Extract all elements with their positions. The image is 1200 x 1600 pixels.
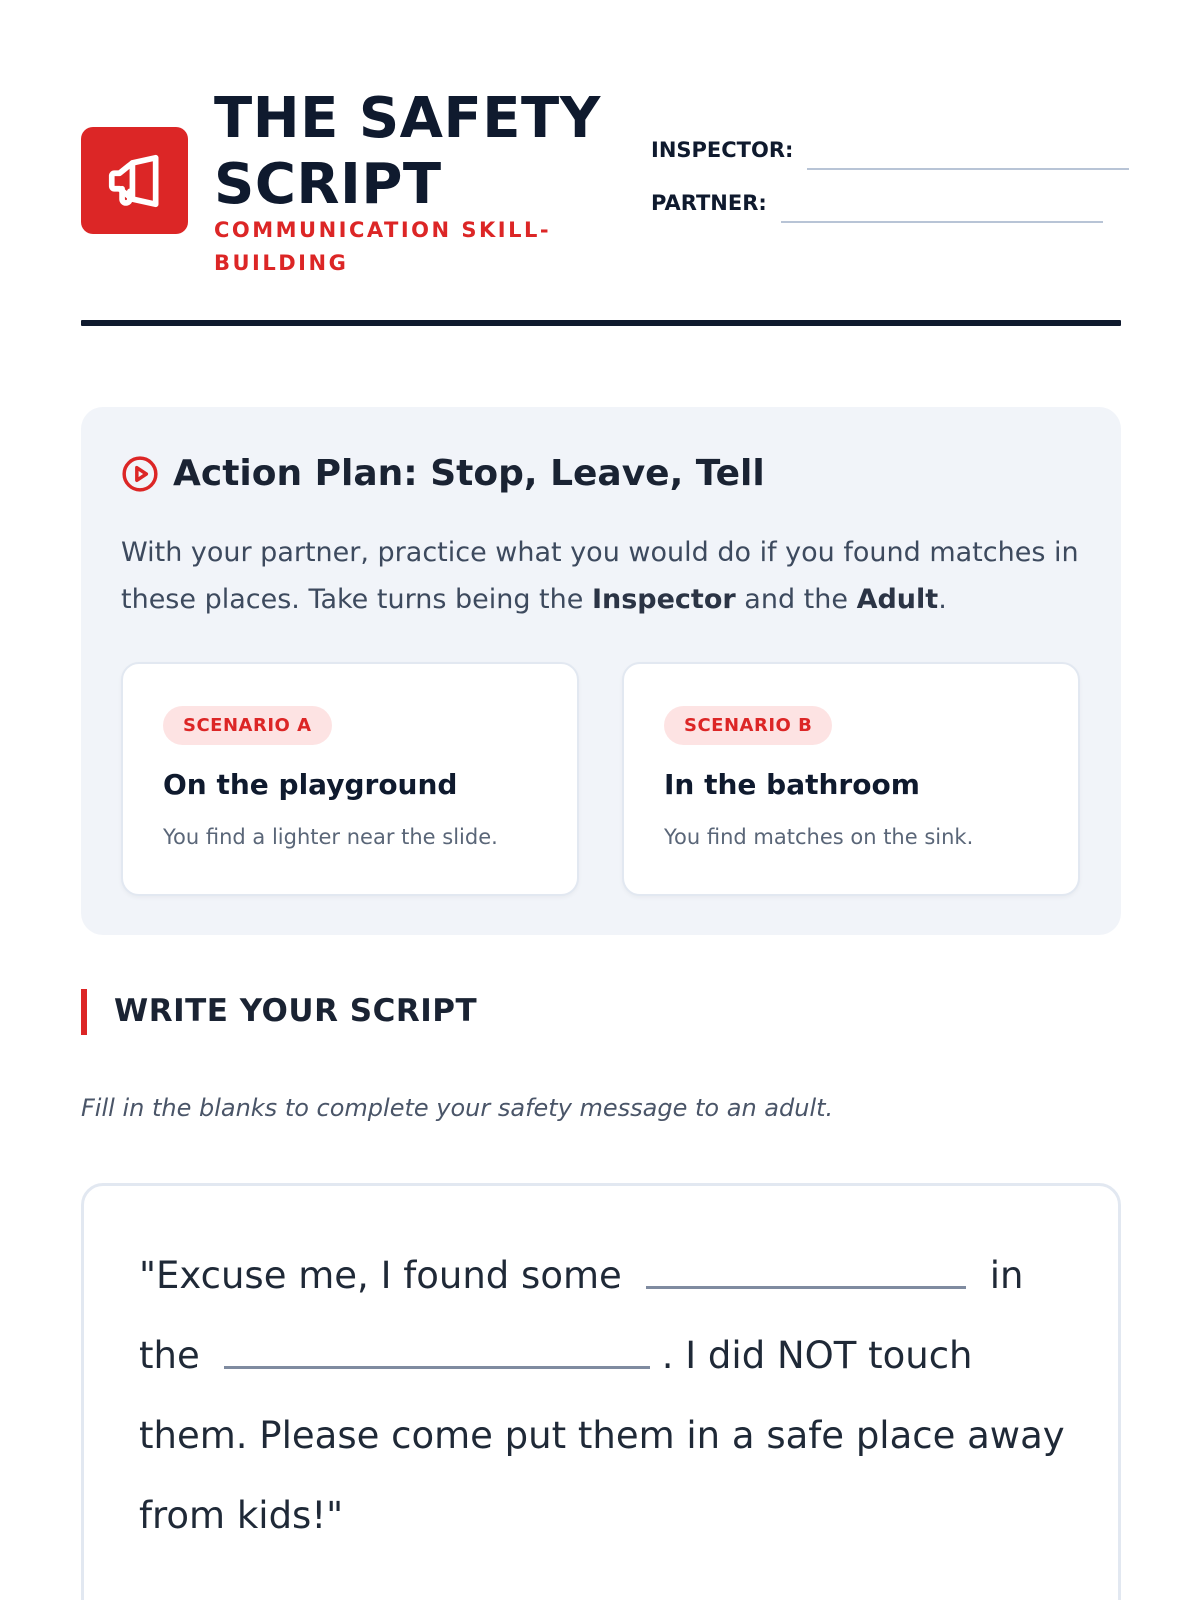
scenario-tag: SCENARIO B bbox=[664, 706, 832, 745]
desc-text-3: . bbox=[938, 584, 947, 615]
section-accent-bar bbox=[81, 989, 87, 1035]
script-line-1 bbox=[139, 1254, 1024, 1297]
action-plan-description bbox=[121, 529, 1081, 623]
script-text: the bbox=[139, 1334, 200, 1377]
script-box bbox=[81, 1183, 1121, 1600]
title-line-2: SCRIPT bbox=[214, 152, 442, 217]
worksheet-header bbox=[81, 86, 1121, 326]
action-plan-title: Action Plan: Stop, Leave, Tell bbox=[173, 453, 765, 494]
partner-input-line[interactable] bbox=[781, 221, 1103, 223]
inspector-label: INSPECTOR: bbox=[651, 138, 794, 162]
section-heading: WRITE YOUR SCRIPT bbox=[114, 993, 478, 1029]
scenario-text: You find matches on the sink. bbox=[664, 825, 974, 849]
subtitle-line-2: BUILDING bbox=[214, 251, 349, 275]
action-plan-heading bbox=[121, 453, 765, 494]
title-line-1: THE SAFETY bbox=[214, 86, 601, 151]
script-text: in bbox=[989, 1254, 1024, 1297]
desc-text-1: With your partner, practice what you would do if you found matches in these places. Take turns being the bbox=[121, 537, 1079, 615]
page-subtitle bbox=[214, 214, 574, 280]
script-line-4: from kids!" bbox=[139, 1494, 344, 1537]
scenario-title: In the bathroom bbox=[664, 768, 920, 801]
script-line-3: them. Please come put them in a safe place away bbox=[139, 1414, 1065, 1457]
page-title bbox=[214, 86, 654, 218]
instruction-text: Fill in the blanks to complete your safety message to an adult. bbox=[81, 1094, 834, 1122]
script-text: "Excuse me, I found some bbox=[139, 1254, 622, 1297]
inspector-field bbox=[651, 138, 1129, 162]
logo bbox=[81, 127, 188, 234]
blank-what-found[interactable] bbox=[646, 1286, 966, 1289]
blank-where-found[interactable] bbox=[224, 1366, 650, 1369]
script-text: . I did NOT touch bbox=[661, 1334, 973, 1377]
scenario-title: On the playground bbox=[163, 768, 458, 801]
play-circle-icon bbox=[121, 455, 159, 493]
scenario-text: You find a lighter near the slide. bbox=[163, 825, 498, 849]
scenario-card-a bbox=[121, 662, 579, 896]
script-line-2 bbox=[139, 1334, 973, 1377]
desc-text-2: and the bbox=[735, 584, 857, 615]
header-divider bbox=[81, 320, 1121, 326]
desc-bold-inspector: Inspector bbox=[591, 584, 736, 615]
inspector-input-line[interactable] bbox=[807, 168, 1129, 170]
partner-field bbox=[651, 191, 1103, 215]
subtitle-line-1: COMMUNICATION SKILL- bbox=[214, 218, 552, 242]
action-plan-panel bbox=[81, 407, 1121, 935]
scenario-card-b bbox=[622, 662, 1080, 896]
megaphone-icon bbox=[104, 150, 166, 212]
partner-label: PARTNER: bbox=[651, 191, 767, 215]
desc-bold-adult: Adult bbox=[856, 584, 939, 615]
scenario-tag: SCENARIO A bbox=[163, 706, 332, 745]
